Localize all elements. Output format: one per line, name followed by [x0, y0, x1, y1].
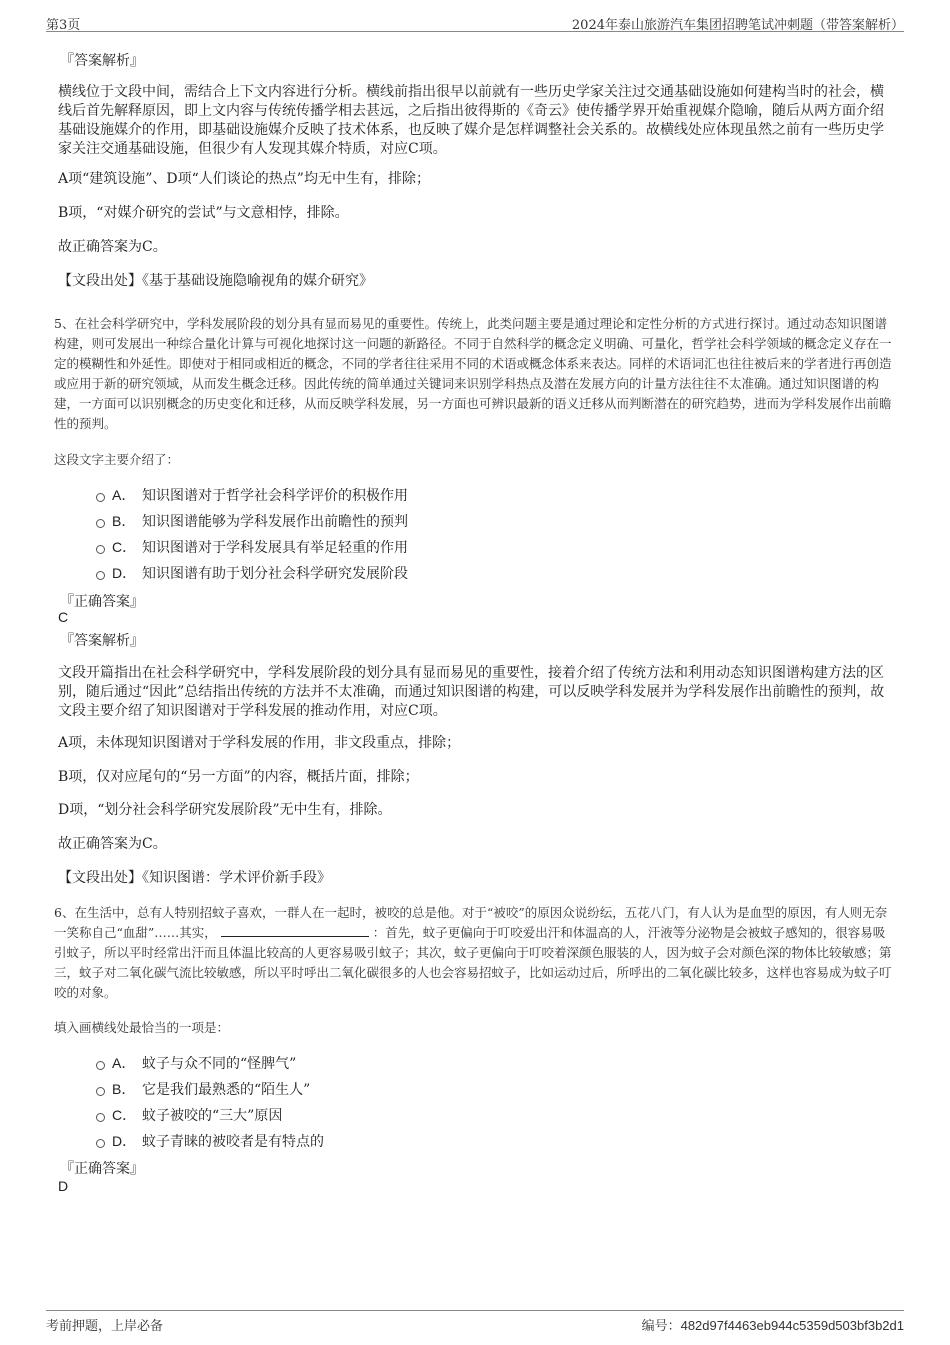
correct-answer-label: 『正确答案』 — [60, 594, 144, 610]
q6-option-b[interactable]: B． 它是我们最熟悉的“陌生人” — [96, 1079, 310, 1099]
analysis-line-d: D项，“划分社会科学研究发展阶段”无中生有，排除。 — [58, 802, 392, 818]
radio-button-icon[interactable] — [96, 1139, 105, 1148]
page-number: 第3页 — [46, 18, 81, 33]
q5-option-a[interactable]: A． 知识图谱对于哲学社会科学评价的积极作用 — [96, 485, 408, 505]
radio-button-icon[interactable] — [96, 1113, 105, 1122]
analysis-line-a: A项，未体现知识图谱对于学科发展的作用，非文段重点，排除； — [58, 735, 461, 751]
analysis-line-b: B项，仅对应尾句的“另一方面”的内容，概括片面，排除； — [58, 769, 419, 785]
analysis-line-b: B项，“对媒介研究的尝试”与文意相悖，排除。 — [58, 205, 349, 221]
fill-in-blank[interactable] — [221, 924, 369, 937]
radio-button-icon[interactable] — [96, 571, 105, 580]
q5-option-d[interactable]: D． 知识图谱有助于划分社会科学研究发展阶段 — [96, 563, 408, 583]
document-code: 编号：482d97f4463eb944c5359d503bf3b2d1 — [641, 1318, 904, 1334]
analysis-conclusion: 故正确答案为C。 — [58, 239, 167, 255]
analysis-label: 『答案解析』 — [60, 633, 144, 649]
correct-answer-value: D — [58, 1178, 69, 1194]
question-5-stem: 5、在社会科学研究中，学科发展阶段的划分具有显而易见的重要性。传统上，此类问题主要是通过理论和定性分析的方式进行探讨。通过动态知识图谱构建，则可发展出一种综合量化计算与可视化地探讨这一问题的新路径。不同于自然科学的概念定义明确、可量化，哲学社会科学领域的概念定义存在一定的模糊性和外延性。即使对于相同或相近的概念，不同的学者往往采用不同的术语或概念体系来表达。同样的术语词汇也往往被后来的学者进行再创造或应用于新的研究领域，从而发生概念迁移。因此传统的简单通过关键词来识别学科热点及潜在发展方向的计量方法往往不太准确。通过知识图谱的构建，一方面可以识别概念的历史变化和迁移，从而反映学科发展，另一方面也可辨识最新的语义迁移从而判断潜在的研究趋势，进而为学科发展作出前瞻性的预判。 — [54, 316, 892, 431]
q5-option-b[interactable]: B． 知识图谱能够为学科发展作出前瞻性的预判 — [96, 511, 408, 531]
analysis-text: 文段开篇指出在社会科学研究中，学科发展阶段的划分具有显而易见的重要性，接着介绍了传统方法和利用动态知识图谱构建方法的区别，随后通过“因此”总结指出传统的方法并不太准确，而通过知识图谱的构建，可以反映学科发展并为学科发展作出前瞻性的预判，故文段主要介绍了知识图谱对于学科发展的推动作用，对应C项。 — [58, 665, 885, 719]
source-citation: 【文段出处】《基于基础设施隐喻视角的媒介研究》 — [58, 273, 373, 289]
analysis-label: 『答案解析』 — [60, 53, 144, 69]
header-divider — [46, 31, 904, 32]
analysis-conclusion: 故正确答案为C。 — [58, 836, 167, 852]
radio-button-icon[interactable] — [96, 519, 105, 528]
radio-button-icon[interactable] — [96, 1061, 105, 1070]
correct-answer-label: 『正确答案』 — [60, 1161, 144, 1177]
q6-option-c[interactable]: C． 蚊子被咬的“三大”原因 — [96, 1105, 282, 1125]
analysis-line-a: A项“建筑设施”、D项“人们谈论的热点”均无中生有，排除； — [58, 171, 430, 187]
question-6-prompt: 填入画横线处最恰当的一项是： — [54, 1020, 230, 1035]
question-6-stem: 6、在生活中，总有人特别招蚊子喜欢，一群人在一起时，被咬的总是他。对于“被咬”的原因众说纷纭，五花八门，有人认为是血型的原因，有人则无奈一笑称自己“血甜”……其实， ：首先，蚊子更偏向于叮咬爱出汗和体温高的人，汗液等分泌物是会被蚊子感知的，很容易吸引蚊子，所以平时经常出汗而且体温比较高的人更容易吸引蚊子；其次，蚊子更偏向于叮咬着深颜色服装的人，因为蚊子会对颜色深的物体比较敏感；第三，蚊子对二氧化碳气流比较敏感，所以平时呼出二氧化碳很多的人也会容易招蚊子，比如运动过后，所呼出的二氧化碳比较多，这样也容易成为蚊子叮咬的对象。 — [54, 905, 892, 1000]
footer-divider — [46, 1310, 904, 1311]
document-title: 2024年泰山旅游汽车集团招聘笔试冲刺题（带答案解析） — [571, 18, 904, 33]
footer-slogan: 考前押题，上岸必备 — [46, 1319, 164, 1334]
source-citation: 【文段出处】《知识图谱：学术评价新手段》 — [58, 870, 331, 886]
q6-option-d[interactable]: D． 蚊子青睐的被咬者是有特点的 — [96, 1131, 324, 1151]
radio-button-icon[interactable] — [96, 1087, 105, 1096]
q5-option-c[interactable]: C． 知识图谱对于学科发展具有举足轻重的作用 — [96, 537, 408, 557]
correct-answer-value: C — [58, 609, 69, 625]
q6-option-a[interactable]: A． 蚊子与众不同的“怪脾气” — [96, 1053, 296, 1073]
question-5-prompt: 这段文字主要介绍了： — [54, 452, 180, 467]
radio-button-icon[interactable] — [96, 545, 105, 554]
radio-button-icon[interactable] — [96, 493, 105, 502]
analysis-text: 横线位于文段中间，需结合上下文内容进行分析。横线前指出很早以前就有一些历史学家关注过交通基础设施如何建构当时的社会，横线后首先解释原因，即上文内容与传统传播学相去甚远，之后指出彼得斯的《奇云》使传播学界开始重视媒介隐喻，随后从两方面介绍基础设施媒介的作用，即基础设施媒介反映了技术体系，也反映了媒介是怎样调整社会关系的。故横线处应体现虽然之前有一些历史学家关注交通基础设施，但很少有人发现其媒介特质，对应C项。 — [58, 84, 884, 157]
